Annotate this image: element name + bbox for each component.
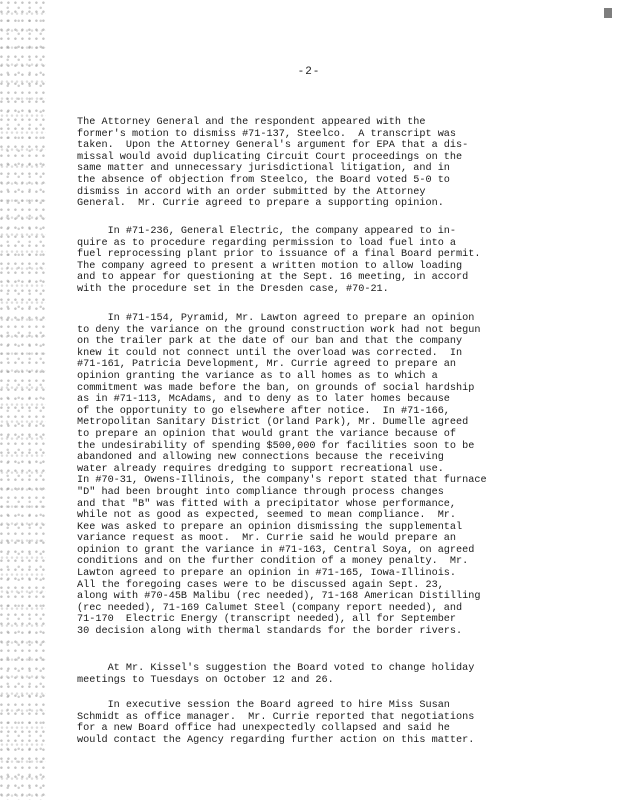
text-line: In #71-236, General Electric, the company appeared to in-	[77, 226, 457, 237]
paragraph-steelco	[77, 117, 557, 210]
text-line: water already requires dredging to support recreational use.	[77, 463, 444, 475]
text-line: meetings to Tuesdays on October 12 and 26.	[77, 674, 334, 686]
text-line: commitment was made before the ban, on grounds of social hardship	[77, 382, 475, 394]
text-line: dismiss in accord with an order submitted by the Attorney	[77, 186, 426, 198]
text-line: Metropolitan Sanitary District (Orland Park), Mr. Dumelle agreed	[77, 417, 469, 429]
text-line: In #71-154, Pyramid, Mr. Lawton agreed to prepare an opinion	[77, 313, 475, 324]
text-line: knew it could not connect until the overload was corrected. In	[77, 347, 463, 359]
text-line: 30 decision along with thermal standards for the border rivers.	[77, 626, 463, 638]
text-line: along with #70-45B Malibu (rec needed), 71-168 American Distilling	[77, 591, 481, 603]
text-line: The Attorney General and the respondent appeared with the	[77, 117, 426, 128]
text-line: and to appear for questioning at the Sept. 16 meeting, in accord	[77, 272, 469, 284]
text-line: the absence of objection from Steelco, the Board voted 5-0 to	[77, 174, 450, 186]
text-line: the undesirability of spending $500,000 for facilities soon to be	[77, 440, 475, 452]
text-line: Schmidt as office manager. Mr. Currie reported that negotiations	[77, 711, 475, 723]
text-line: with the procedure set in the Dresden case, #70-21.	[77, 283, 389, 295]
text-line: and that "B" was fitted with a precipitator whose performance,	[77, 498, 457, 510]
text-line: taken. Upon the Attorney General's argument for EPA that a dis-	[77, 140, 469, 152]
text-line: fuel reprocessing plant prior to issuance of a final Board permit.	[77, 249, 481, 261]
text-line: for a new Board office had unexpectedly collapsed and said he	[77, 723, 450, 735]
text-line: The company agreed to present a written motion to allow loading	[77, 260, 463, 272]
text-line: quire as to procedure regarding permission to load fuel into a	[77, 237, 457, 249]
text-line: missal would avoid duplicating Circuit Court proceedings on the	[77, 151, 463, 163]
page-number: -2-	[297, 66, 321, 78]
text-line: Lawton agreed to prepare an opinion in #71-165, Iowa-Illinois.	[77, 568, 457, 580]
scan-edge-noise	[0, 0, 46, 800]
paragraph-holiday-meetings	[77, 663, 557, 686]
scan-corner-mark	[604, 8, 612, 18]
paragraph-executive-session	[77, 700, 557, 746]
text-line: At Mr. Kissel's suggestion the Board voted to change holiday	[77, 663, 475, 674]
text-line: to prepare an opinion that would grant the variance because of	[77, 428, 457, 440]
text-line: while not as good as expected, seemed to mean compliance. Mr.	[77, 510, 457, 522]
text-line: abandoned and allowing new connections because the receiving	[77, 452, 444, 464]
paragraph-variances	[77, 313, 557, 638]
text-line: Kee was asked to prepare an opinion dismissing the supplemental	[77, 521, 463, 533]
text-line: as in #71-113, McAdams, and to deny as to later homes because	[77, 394, 450, 406]
text-line: 71-170 Electric Energy (transcript needed), all for September	[77, 614, 457, 626]
text-line: conditions and on the further condition of a money penalty. Mr.	[77, 556, 469, 568]
text-line: (rec needed), 71-169 Calumet Steel (company report needed), and	[77, 602, 463, 614]
text-line: to deny the variance on the ground construction work had not begun	[77, 324, 481, 336]
text-line: variance request as moot. Mr. Currie said he would prepare an	[77, 533, 457, 545]
text-line: opinion granting the variance as to all homes as to which a	[77, 370, 438, 382]
text-line: All the foregoing cases were to be discussed again Sept. 23,	[77, 579, 444, 591]
text-line: would contact the Agency regarding further action on this matter.	[77, 734, 475, 746]
text-line: of the opportunity to go elsewhere after notice. In #71-166,	[77, 405, 450, 417]
text-line: In #70-31, Owens-Illinois, the company's report stated that furnace	[77, 475, 487, 487]
text-line: In executive session the Board agreed to hire Miss Susan	[77, 700, 450, 711]
text-line: former's motion to dismiss #71-137, Steelco. A transcript was	[77, 128, 457, 140]
text-line: opinion to grant the variance in #71-163, Central Soya, on agreed	[77, 544, 475, 556]
text-line: General. Mr. Currie agreed to prepare a supporting opinion.	[77, 198, 444, 210]
text-line: on the trailer park at the date of our ban and that the company	[77, 336, 463, 348]
text-line: #71-161, Patricia Development, Mr. Currie agreed to prepare an	[77, 359, 457, 371]
paragraph-general-electric	[77, 226, 557, 296]
text-line: same matter and unnecessary jurisdictional litigation, and in	[77, 163, 450, 175]
text-line: "D" had been brought into compliance through process changes	[77, 486, 444, 498]
